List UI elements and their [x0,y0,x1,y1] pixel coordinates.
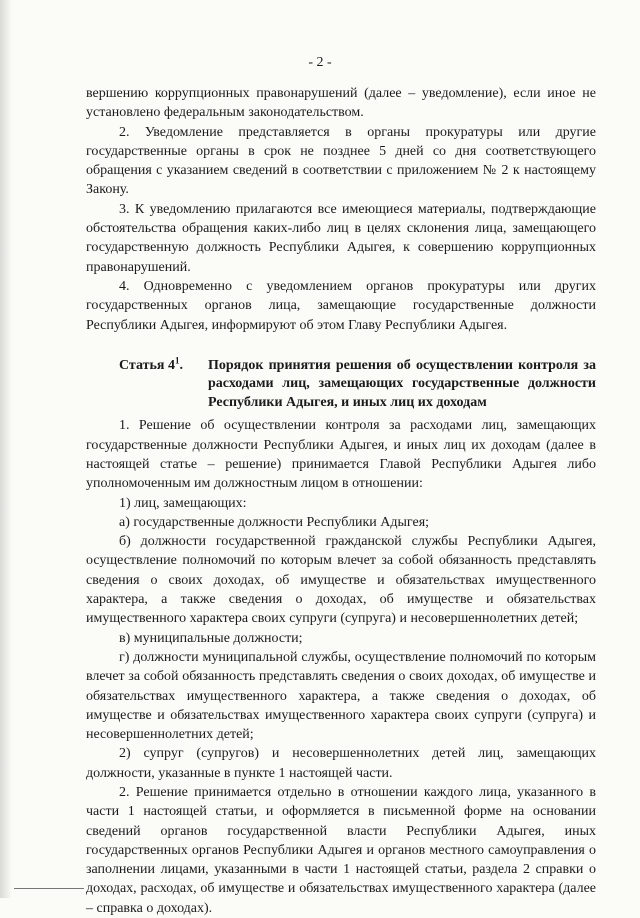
section-2: 2. Решение принимается отдельно в отношении каждого лица, указанного в части 1 настоящей статьи, и оформляется в письменной форме на основании сведений органов государственной власти Республики Адыгея, иных государственных органов Республики Адыгея и органов местного самоуправления о заполнении лицами, указанными в части 1 настоящей статьи, раздела 2 справки о доходах, расходах, об имуществе и обязательствах имущественного характера (далее – справка о доходах). [86,785,596,916]
page-number: - 2 - [308,55,332,70]
section-1-item-v: в) муниципальные должности; [119,630,303,646]
paragraph-continuation: вершению коррупционных правонарушений (далее – уведомление), если иное не установлено федеральным законодательством. [86,86,596,121]
article-title: Порядок принятия решения об осуществлении контроля за расходами лиц, замещающих государственные должности Республики Адыгея, и иных лиц их доходам [208,357,596,410]
section-1-item-a: а) государственные должности Республики Адыгея; [119,514,430,530]
article-number [86,357,208,413]
article-superscript: 1 [174,355,180,366]
section-1-item-1: 1) лиц, замещающих: [119,495,247,511]
document-body [86,84,596,918]
section-1-item-b: б) должности государственной гражданской службы Республики Адыгея, осуществление полномочий по которым влечет за собой обязанность представлять сведения о своих доходах, об имуществе и обязательствах имущественного характера, а также сведения о доходах, об имуществе и обязательствах имущественного характера своих супруги (супруга) и несовершеннолетних детей; [86,534,596,627]
section-1-item-2: 2) супруг (супругов) и несовершеннолетних детей лиц, замещающих должности, указанные в пункте 1 настоящей части. [86,746,596,781]
paragraph-2: 2. Уведомление представляется в органы прокуратуры или другие государственные органы в срок не позднее 5 дней со дня соответствующего обращения с указанием сведений в соответствии с приложением № 2 к настоящему Закону. [86,124,596,198]
paragraph-4: 4. Одновременно с уведомлением органов прокуратуры или других государственных органов лица, замещающие государственные должности Республики Адыгея, информируют об этом Главу Республики Адыгея. [86,278,596,333]
article-dot: . [179,357,183,373]
article-heading [86,357,596,413]
paragraph-3: 3. К уведомлению прилагаются все имеющиеся материалы, подтверждающие обстоятельства обращения каких-либо лиц в целях склонения лица, замещающего государственную должность Республики Адыгея, к совершению коррупционных правонарушений. [86,201,596,275]
section-1: 1. Решение об осуществлении контроля за расходами лиц, замещающих государственные должности Республики Адыгея, и иных лиц их доходам (далее в настоящей статье – решение) принимается Главой Республики Адыгея либо уполномоченным им должностным лицом в отношении: [86,418,596,492]
bottom-rule [14,888,84,889]
section-1-item-g: г) должности муниципальной службы, осуществление полномочий по которым влечет за собой обязанность представлять сведения о своих доходах, об имуществе и обязательствах имущественного характера, а также сведения о доходах, об имуществе и обязательствах имущественного характера своих супруги (супруга) и несовершеннолетних детей; [86,649,596,743]
article-label: Статья 4 [119,357,175,373]
scan-edge [0,0,12,898]
